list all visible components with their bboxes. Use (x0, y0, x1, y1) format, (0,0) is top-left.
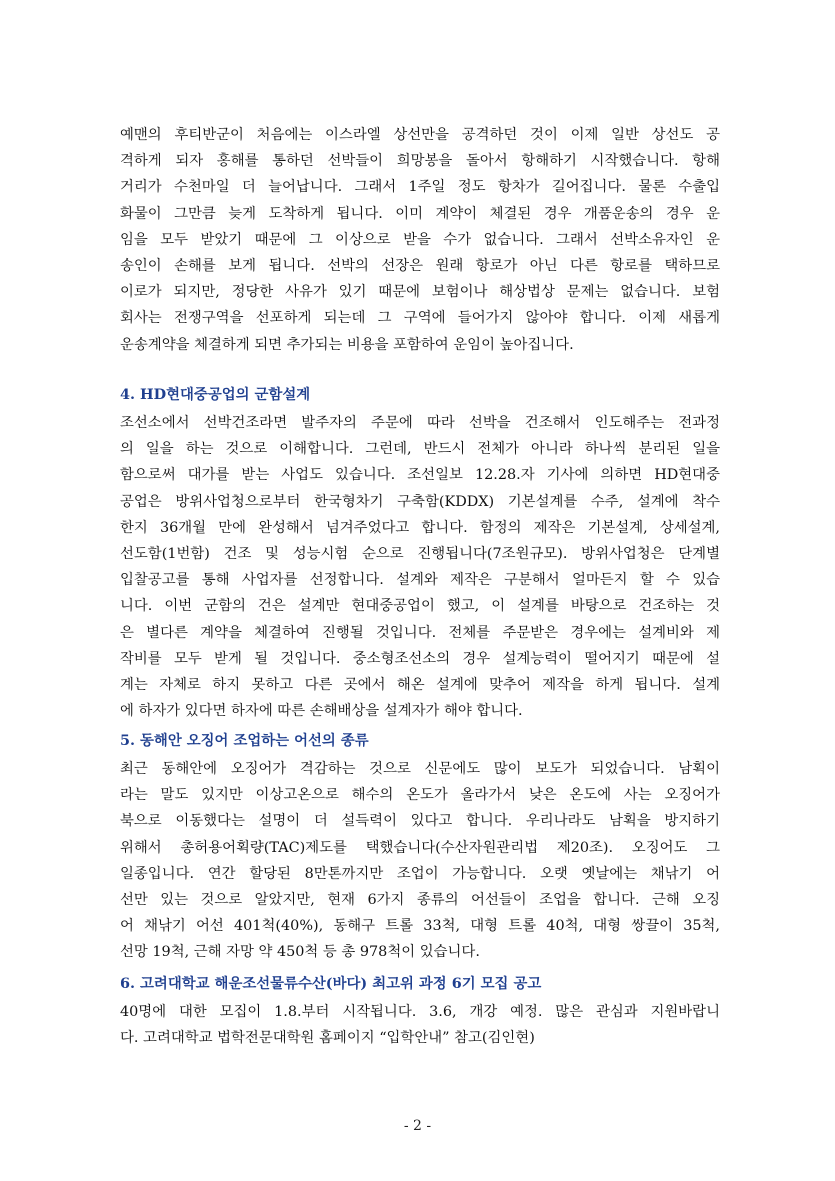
section-body (120, 999, 720, 1051)
text-line: 이로가 되지만, 정당한 사유가 있기 때문에 보험이나 해상법상 문제는 없습니다. 보험 (120, 284, 720, 301)
text-line: 작비를 모두 받게 될 것입니다. 중소형조선소의 경우 설계능력이 떨어지기 때문에 설 (120, 650, 720, 667)
text-line: 선만 있는 것으로 알았지만, 현재 6가지 종류의 어선들이 조업을 합니다. 근해 오징 (120, 892, 720, 909)
text-line: 은 별다른 계약을 체결하여 진행될 것입니다. 전체를 주문받은 경우에는 설계비와 제 (120, 624, 720, 641)
intro-text (120, 122, 720, 358)
text-line: 위해서 총허용어획량(TAC)제도를 택했습니다(수산자원관리법 제20조). 오징어도 그 (120, 839, 720, 856)
text-line: 선도함(1번함) 건조 및 성능시험 순으로 진행됩니다(7조원규모). 방위사업청은 단계별 (120, 546, 720, 563)
text-line: 입찰공고를 통해 사업자를 선정합니다. 설계와 제작은 구분해서 얼마든지 할 수 있습 (120, 572, 720, 589)
text-line: 조선소에서 선박건조라면 발주자의 주문에 따라 선박을 건조해서 인도해주는 전과정 (120, 415, 720, 431)
text-line: 북으로 이동했다는 설명이 더 설득력이 있다고 합니다. 우리나라도 남획을 방지하기 (120, 813, 720, 830)
text-line: 40명에 대한 모집이 1.8.부터 시작됩니다. 3.6, 개강 예정. 많은 관심과 지원바랍니 (120, 1004, 720, 1020)
text-line: 임을 모두 받았기 때문에 그 이상으로 받을 수가 없습니다. 그래서 선박소유자인 운 (120, 231, 720, 248)
text-line: 최근 동해안에 오징어가 격감하는 것으로 신문에도 많이 보도가 되었습니다. 남획이 (120, 761, 720, 777)
text-line: 공업은 방위사업청으로부터 한국형차기 구축함(KDDX) 기본설계를 수주, 설계에 착수 (120, 493, 720, 510)
section-body (120, 410, 720, 724)
text-line: 예맨의 후티반군이 처음에는 이스라엘 상선만을 공격하던 것이 이제 일반 상선도 공 (120, 127, 720, 143)
intro-paragraph (120, 122, 720, 358)
text-line: 에 하자가 있다면 하자에 따른 손해배상을 설계자가 해야 합니다. (120, 703, 523, 720)
text-line: 니다. 이번 군함의 건은 설계만 현대중공업이 했고, 이 설계를 바탕으로 건조하는 것 (120, 598, 720, 615)
text-line: 선망 19척, 근해 자망 약 450척 등 총 978척이 있습니다. (120, 944, 480, 961)
text-line: 격하게 되자 홍해를 통하던 선박들이 희망봉을 돌아서 항해하기 시작했습니다. 항해 (120, 153, 720, 170)
text-line: 다. 고려대학교 법학전문대학원 홈페이지 “입학안내” 참고(김인현) (120, 1030, 535, 1047)
text-line: 계는 자체로 하지 못하고 다른 곳에서 해온 설계에 맞추어 제작을 하게 됩니다. 설계 (120, 677, 720, 694)
text-line: 회사는 전쟁구역을 선포하게 되는데 그 구역에 들어가지 않아야 합니다. 이제 새롭게 (120, 310, 720, 327)
section-5 (120, 728, 720, 966)
page-number: - 2 - (403, 1118, 432, 1134)
section-heading: 6. 고려대학교 해운조선물류수산(바다) 최고위 과정 6기 모집 공고 (120, 975, 542, 992)
text-line: 라는 말도 있지만 이상고온으로 해수의 온도가 올라가서 낮은 온도에 사는 오징어가 (120, 787, 720, 804)
text-line: 거리가 수천마일 더 늘어납니다. 그래서 1주일 정도 항차가 길어집니다. 물론 수출입 (120, 179, 720, 196)
section-heading: 5. 동해안 오징어 조업하는 어선의 종류 (120, 732, 369, 749)
section-4 (120, 382, 720, 724)
section-6 (120, 971, 720, 1051)
section-body (120, 756, 720, 966)
text-line: 함으로써 대가를 받는 사업도 있습니다. 조선일보 12.28.자 기사에 의하면 HD현대중 (120, 467, 720, 484)
text-line: 의 일을 하는 것으로 이해합니다. 그런데, 반드시 전체가 아니라 하나씩 분리된 일을 (120, 441, 720, 458)
text-line: 일종입니다. 연간 할당된 8만톤까지만 조업이 가능합니다. 오랫 옛날에는 채낚기 어 (120, 865, 720, 882)
section-heading: 4. HD현대중공업의 군함설계 (120, 386, 311, 403)
text-line: 한지 36개월 만에 완성해서 넘겨주었다고 합니다. 함정의 제작은 기본설계, 상세설계, (120, 519, 720, 536)
text-line: 화물이 그만큼 늦게 도착하게 됩니다. 이미 계약이 체결된 경우 개품운송의 경우 운 (120, 205, 720, 222)
text-line: 운송계약을 체결하게 되면 추가되는 비용을 포함하여 운임이 높아집니다. (120, 336, 574, 353)
text-line: 송인이 손해를 보게 됩니다. 선박의 선장은 원래 항로가 아닌 다른 항로를 택하므로 (120, 258, 720, 275)
text-line: 어 채낚기 어선 401척(40%), 동해구 트롤 33척, 대형 트롤 40척, 대형 쌍끌이 35척, (120, 918, 720, 935)
